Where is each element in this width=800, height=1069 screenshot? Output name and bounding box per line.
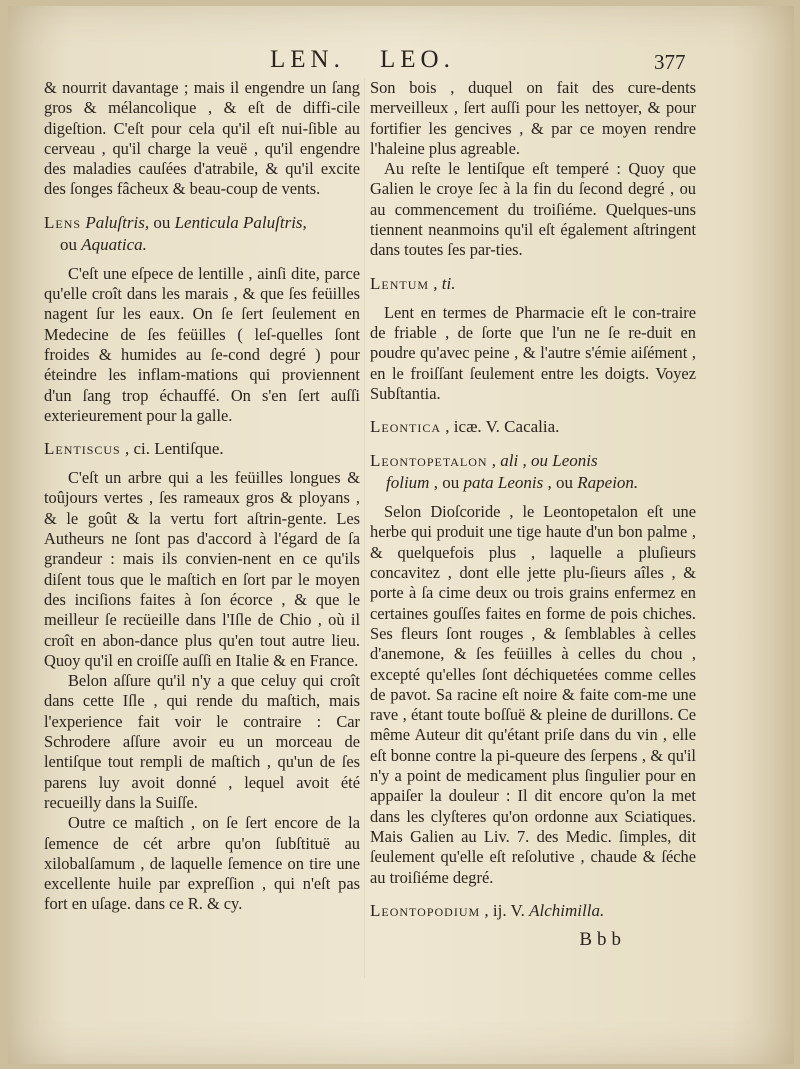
entry-continuation <box>370 472 696 494</box>
entry-body: Lent en termes de Pharmacie eſt le con-traire de friable , de ſorte que l'un ne ſe re-duit en poudre qu'avec peine , & l'autre s'émie aiſément , en le froiſſant ſeulement entre les doigts. Voyez Subſtantia. <box>370 302 696 403</box>
entry-latin-name: Lenticula Paluſtris, <box>174 212 307 232</box>
entry-headword: Lentum <box>370 273 430 293</box>
entry-gloss: , icæ. V. Cacalia. <box>441 417 560 437</box>
entry-latin-name: Paluſtris, <box>85 212 150 232</box>
entry-gloss: , ci. Lentiſque. <box>120 439 224 459</box>
paragraph-continuation: & nourrit davantage ; mais il engendre un ſang gros & mélancolique , & eſt de diffi-cile digeſtion. C'eſt pour cela qu'il eſt nui-ſible au cerveau , qu'il charge la veuë , qu'il engendre des maladies cauſées d'atrabile, & qu'il excite des ſonges fâcheux & beau-coup de vents. <box>44 78 360 199</box>
entry-gloss: , ali , ou <box>487 451 553 471</box>
entry-connector: ou <box>60 234 82 254</box>
running-head-right: LEO. <box>380 46 455 73</box>
right-column <box>370 78 696 950</box>
entry-latin-name: Leonis <box>552 451 598 471</box>
entry-headword: Leontica <box>370 417 442 437</box>
column-gutter <box>364 78 365 978</box>
entry-headword: Leontopetalon <box>370 451 488 471</box>
entry-latin-name: Rapeion. <box>577 473 639 493</box>
entry-gloss: , ti. <box>429 273 456 293</box>
entry-lentum <box>370 273 696 295</box>
entry-body: Selon Dioſcoride , le Leontopetalon eſt une herbe qui produit une tige haute d'un bon palme , & quelquefois plus , laquelle a pluſieurs concavitez , dont elle jette plu-ſieurs aîles , & porte à ſa cime deux ou trois grains enfermez en certaines gouſſes faites en forme de pois chiches. Ses fleurs ſont rouges , & ſemblables à celles d'anemone, & ſes feüilles à celles du chou , excepté qu'elles ſont déchiquetées comme celles de pavot. Sa racine eſt noire & faite com-me une rave , étant toute boſſuë & pleine de durillons. Ce même Auteur dit qu'étant priſe dans du vin , elle eſt bonne contre la pi-queure des ſerpens , & qu'il n'y a point de medicament plus ſingulier pour en appaiſer la douleur : Il dit encore qu'on la met dans les clyſteres qu'on ordonne aux Sciatiques. Mais Galien au Liv. 7. des Medic. ſimples, dit ſeulement qu'elle eſt reſolutive , chaude & ſéche au troiſiéme degré. <box>370 502 696 887</box>
entry-latin-name: Aquatica. <box>81 234 147 254</box>
entry-latin-name: pata Leonis <box>463 473 544 493</box>
entry-leontopodium <box>370 900 696 922</box>
entry-latin-name: Alchimilla. <box>529 900 605 920</box>
entry-continuation <box>44 234 360 256</box>
entry-body: Au reſte le lentiſque eſt temperé : Quoy que Galien le croye ſec à la fin du ſecond degré , ou au commencement du troiſiéme. Quelques-uns tiennent neanmoins qu'il eſt également aſtringent dans toutes ſes par-ties. <box>370 159 696 260</box>
entry-leontica <box>370 416 696 438</box>
entry-connector: ou <box>149 212 175 232</box>
entry-connector: , ou <box>543 473 578 493</box>
entry-headword: Lentiscus <box>44 439 121 459</box>
paragraph-continuation: Son bois , duquel on fait des cure-dents merveilleux , ſert auſſi pour les nettoyer, & pour fortifier les gencives , & par ce moyen rendre l'haleine plus agreable. <box>370 78 696 158</box>
entry-body: Outre ce maſtich , on ſe ſert encore de la ſemence de cét arbre qu'on ſubſtituë au xilobalſamum , de laquelle ſemence on tire une excellente huile par expreſſion , qui n'eſt pas fort en uſage. dans ce R. & cy. <box>44 813 360 914</box>
left-column <box>44 78 360 915</box>
entry-body: C'eſt une eſpece de lentille , ainſi dite, parce qu'elle croît dans les marais , & que ſes feüilles nagent ſur les eaux. On ſe ſert ſeulement en Medecine de ſes feüilles ( leſ-quelles ſont froides & humides au ſe-cond degré ) pour éteindre les inflam-mations qui proviennent d'un ſang trop échauffé. On s'en ſert auſſi exterieurement pour la galle. <box>44 263 360 425</box>
entry-lens-palustris <box>44 212 360 256</box>
running-head-left: LEN. <box>270 46 345 73</box>
entry-headword: Lens <box>44 212 82 232</box>
entry-latin-name: folium , <box>386 473 438 493</box>
book-page <box>8 6 794 1064</box>
entry-connector: ou <box>437 473 464 493</box>
entry-leontopetalon <box>370 450 696 494</box>
entry-headword: Leontopodium <box>370 900 481 920</box>
entry-body: C'eſt un arbre qui a les feüilles longues & toûjours vertes , ſes rameaux gros & ployans , & le goût & la vertu fort aſtrin-gente. Les Autheurs ne ſont pas d'accord à l'égard de ſa grandeur : mais ils convien-nent en ce qu'ils diſent tous que le maſtich en ſort par le moyen des inciſions faites à ſon écorce , & que le meilleur ſe recüeille dans l'Iſle de Chio , où il croît en abon-dance plus qu'en tout autre lieu. Quoy qu'il en croiſſe auſſi en Italie & en France. <box>44 468 360 670</box>
signature-mark: Bbb <box>579 928 626 950</box>
entry-gloss: , ij. V. <box>480 900 530 920</box>
entry-lentiscus <box>44 438 360 460</box>
page-number: 377 <box>654 50 686 74</box>
entry-body: Belon aſſure qu'il n'y a que celuy qui croît dans cette Iſle , qui rende du maſtich, mais l'experience fait voir le contraire : Car Schrodere aſſure avoir eu un morceau de lentiſque tout rempli de maſtich , qu'un de ſes parens luy avoit donné , lequel avoit été recueilly dans la Suiſſe. <box>44 671 360 812</box>
